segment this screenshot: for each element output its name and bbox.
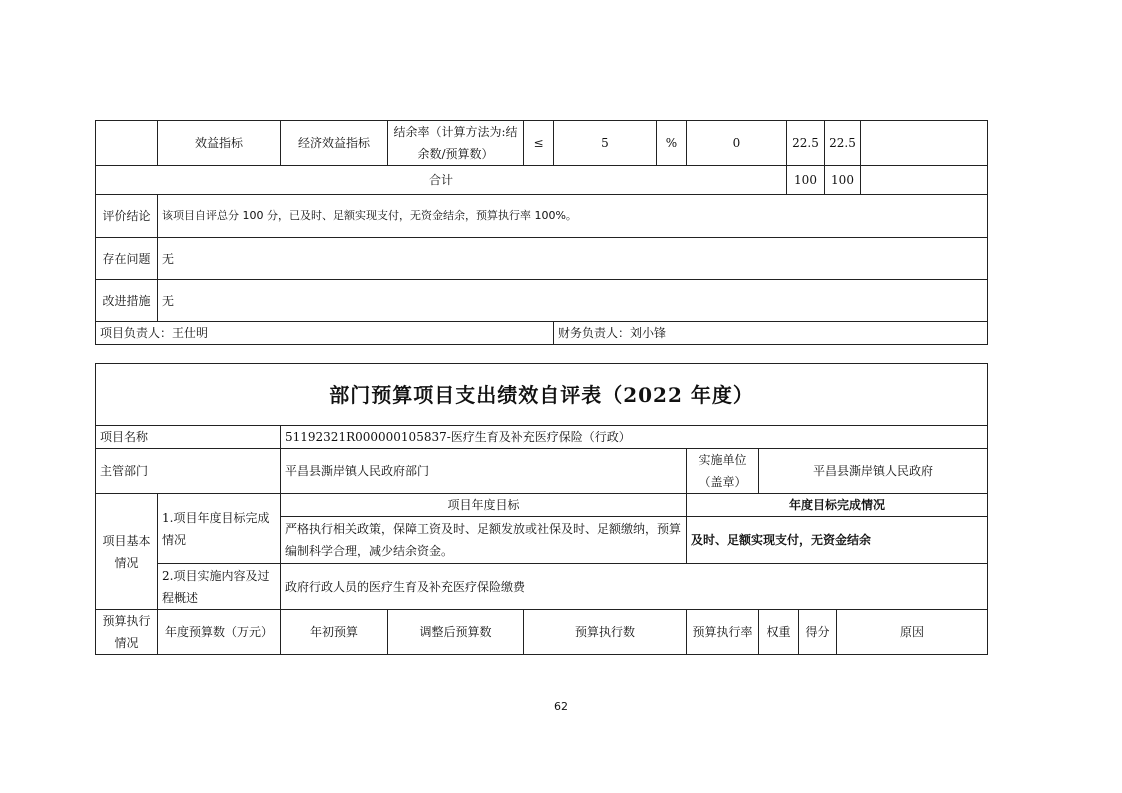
form-title: 部门预算项目支出绩效自评表（2022 年度） [96,364,988,426]
score-header: 得分 [799,610,837,655]
conclusion-text: 该项目自评总分 100 分，已及时、足额实现支付，无资金结余，预算执行率 100%。 [158,195,988,238]
impl-unit-value: 平昌县澌岸镇人民政府 [759,449,988,494]
title-row [96,364,988,426]
total-blank [861,166,988,195]
problem-label: 存在问题 [96,238,158,280]
blank-cell [96,121,158,166]
dept-row [96,449,988,494]
dept-value: 平昌县澌岸镇人民政府部门 [281,449,687,494]
total-row [96,166,988,195]
impl-unit-label: 实施单位（盖章） [687,449,759,494]
completion-text: 及时、足额实现支付，无资金结余 [687,517,988,564]
content-text: 政府行政人员的医疗生育及补充医疗保险缴费 [281,564,988,610]
target-value: 5 [554,121,657,166]
budget-header-row [96,610,988,655]
annual-goal-text: 严格执行相关政策，保障工资及时、足额发放或社保及时、足额缴纳，预算编制科学合理，减少结余资金。 [281,517,687,564]
initial-budget-header: 年初预算 [281,610,388,655]
conclusion-label: 评价结论 [96,195,158,238]
completion-header: 年度目标完成情况 [687,494,988,517]
problem-row [96,238,988,280]
total-score: 100 [825,166,861,195]
self-evaluation-form [95,363,988,655]
total-label: 合计 [96,166,787,195]
indicator-row [96,121,988,166]
budget-exec-label: 预算执行情况 [96,610,158,655]
previous-form-table [95,120,988,345]
reason-cell [861,121,988,166]
weight-header: 权重 [759,610,799,655]
actual-value: 0 [687,121,787,166]
adjusted-budget-header: 调整后预算数 [388,610,524,655]
page-number: 62 [554,700,568,713]
project-name-value: 51192321R000000105837-医疗生育及补充医疗保险（行政） [281,426,988,449]
total-weight: 100 [787,166,825,195]
exec-rate-header: 预算执行率 [687,610,759,655]
dept-label: 主管部门 [96,449,281,494]
improve-row [96,280,988,322]
unit: % [657,121,687,166]
reason-header: 原因 [837,610,988,655]
project-name-row [96,426,988,449]
content-row [96,564,988,610]
exec-amount-header: 预算执行数 [524,610,687,655]
finance-lead: 财务负责人：刘小锋 [554,322,988,345]
basic-info-label: 项目基本情况 [96,494,158,610]
problem-text: 无 [158,238,988,280]
annual-goal-header: 项目年度目标 [281,494,687,517]
goal-label: 1.项目年度目标完成情况 [158,494,281,564]
indicator-level2: 经济效益指标 [281,121,388,166]
signature-row [96,322,988,345]
content-label: 2.项目实施内容及过程概述 [158,564,281,610]
project-name-label: 项目名称 [96,426,281,449]
conclusion-row [96,195,988,238]
indicator-level3: 结余率（计算方法为:结余数/预算数） [388,121,524,166]
annual-budget-label: 年度预算数（万元） [158,610,281,655]
indicator-level1: 效益指标 [158,121,281,166]
operator: ≤ [524,121,554,166]
project-lead: 项目负责人：王仕明 [96,322,554,345]
score: 22.5 [825,121,861,166]
weight: 22.5 [787,121,825,166]
improve-text: 无 [158,280,988,322]
goal-header-row [96,494,988,517]
improve-label: 改进措施 [96,280,158,322]
